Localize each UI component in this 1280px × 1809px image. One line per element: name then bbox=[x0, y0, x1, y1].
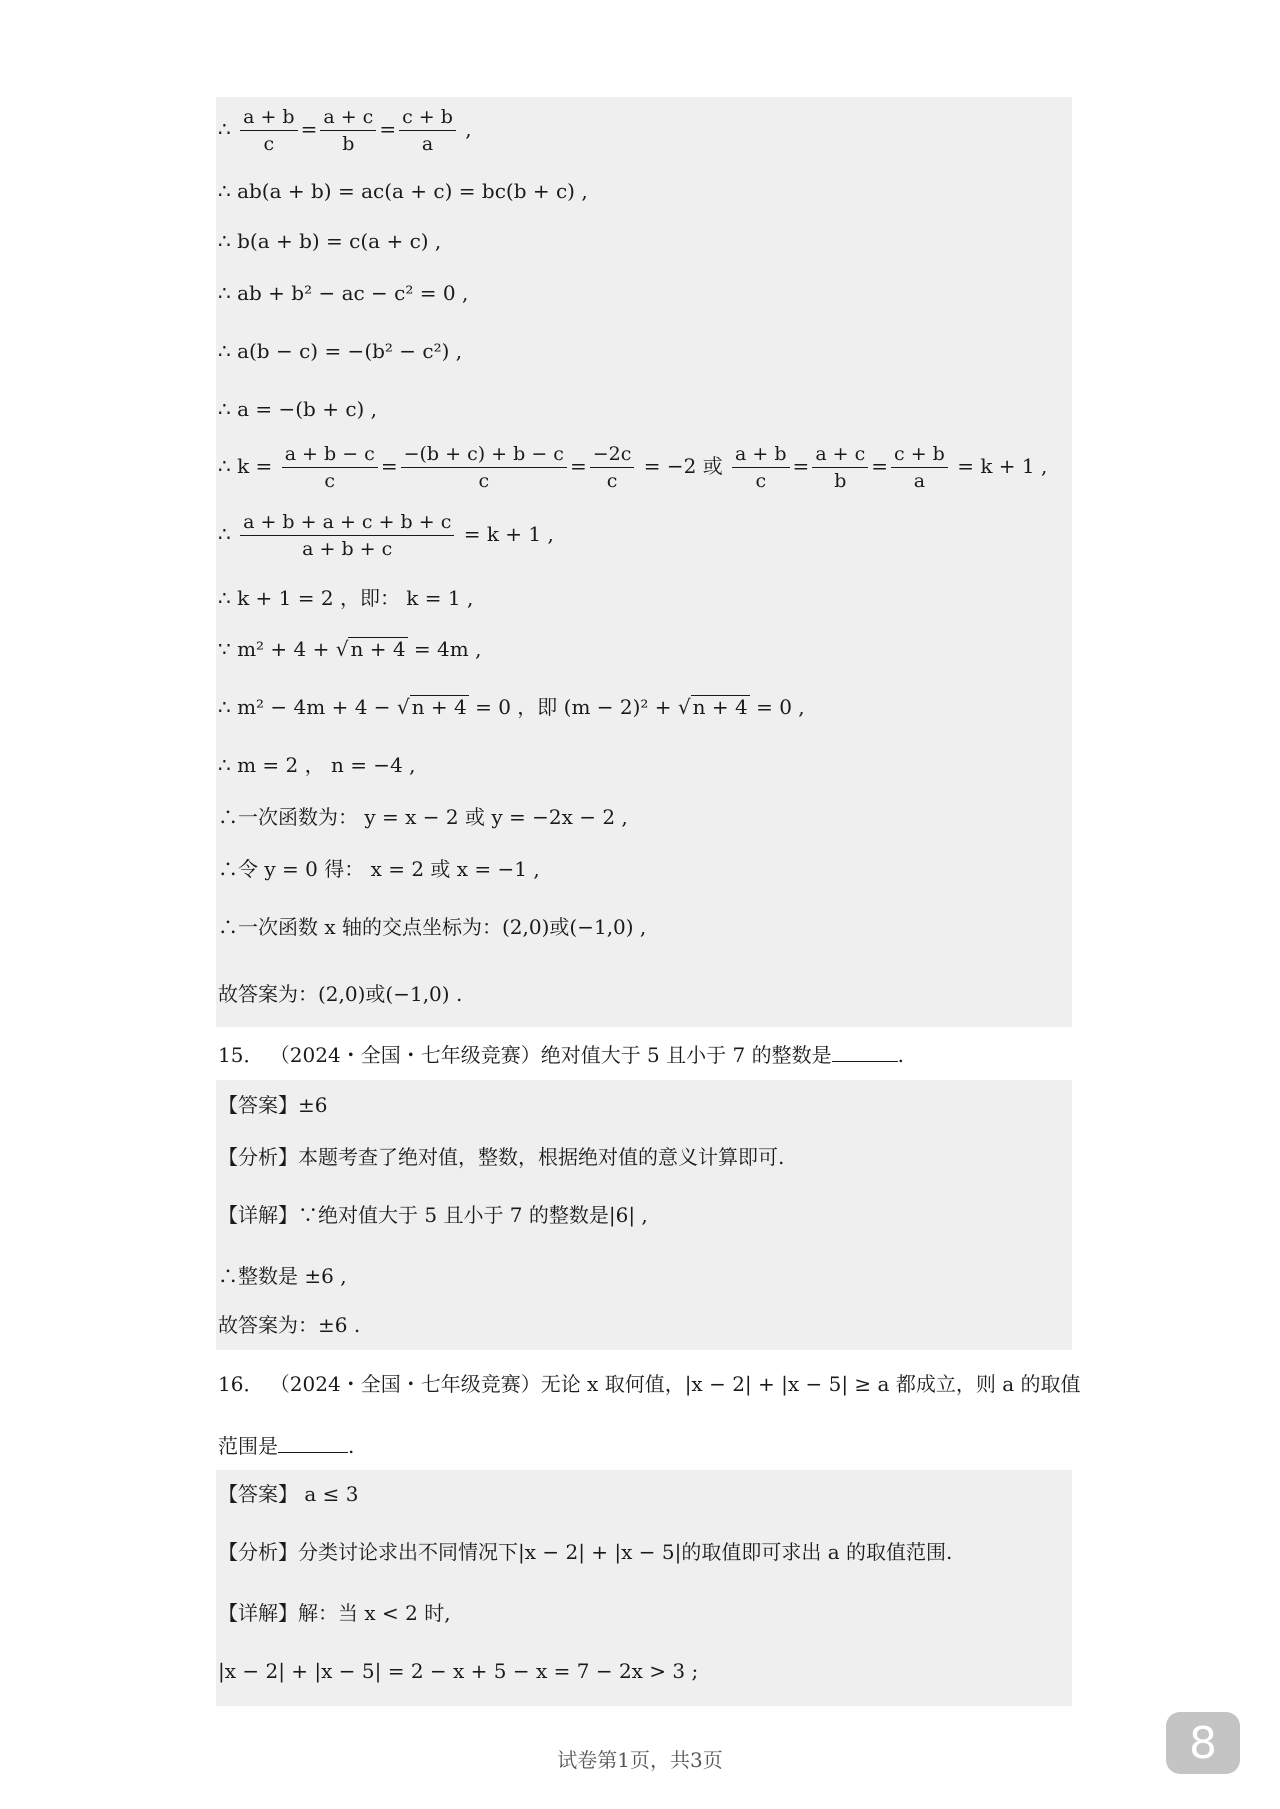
answer-line: 【答案】 a ≤ 3 bbox=[218, 1482, 359, 1506]
question-16-stem: 16． （2024・全国・七年级竞赛）无论 x 取何值，|x − 2| + |x − 5| ≥ a 都成立，则 a 的取值 bbox=[218, 1372, 1081, 1396]
question-15-stem: 15． （2024・全国・七年级竞赛）绝对值大于 5 且小于 7 的整数是 . bbox=[218, 1043, 904, 1067]
fraction: $\frac{-2c}{c}$ bbox=[590, 441, 635, 494]
page-footer: 试卷第1页，共3页 bbox=[557, 1748, 723, 1772]
answer-blank bbox=[832, 1041, 898, 1062]
fraction: $\frac{a + c}{b}$ bbox=[320, 104, 376, 157]
therefore-symbol: ∴ bbox=[218, 117, 238, 141]
radical: n + 4 bbox=[692, 695, 748, 719]
page-number-badge[interactable]: 8 bbox=[1166, 1712, 1240, 1774]
final-answer-line: 故答案为：(2,0)或(−1,0) . bbox=[218, 982, 463, 1006]
solution-line: ∴ m² − 4m + 4 − √ n + 4 = 0 ，即 (m − 2)² + √ n + 4 = 0 , bbox=[218, 695, 805, 719]
fraction: $\frac{c + b}{a}$ bbox=[891, 441, 948, 494]
solution-line: ∵ m² + 4 + √ n + 4 = 4m , bbox=[218, 637, 482, 661]
analysis-line: 【分析】分类讨论求出不同情况下|x − 2| + |x − 5|的取值即可求出 a 的取值范围. bbox=[218, 1540, 953, 1564]
fraction: $\frac{a + b + a + c + b + c}{a + b + c}$ bbox=[240, 509, 454, 562]
fraction: $\frac{-(b + c) + b - c}{c}$ bbox=[401, 441, 567, 494]
analysis-line: 【分析】本题考查了绝对值，整数，根据绝对值的意义计算即可. bbox=[218, 1145, 785, 1169]
radical: n + 4 bbox=[350, 637, 406, 661]
solution-line: ∴ m = 2 ， n = −4 , bbox=[218, 753, 416, 777]
solution-line: |x − 2| + |x − 5| = 2 − x + 5 − x = 7 − 2x > 3 ; bbox=[218, 1659, 699, 1683]
solution-line: ∴ k = $\frac{a + b - c}{c}$ = $\frac{-(b + c) + b - c}{c}$ = $\frac{-2c}{c}$ = −2 或 $\frac{a + b}{c}$ = $\frac{a + c}{b}$ = $\frac{c + b}{a}$ = k + 1 , bbox=[218, 443, 1048, 492]
final-answer-line: 故答案为：±6 . bbox=[218, 1313, 361, 1337]
fraction: $\frac{c + b}{a}$ bbox=[399, 104, 456, 157]
solution-line: ∴ ab(a + b) = ac(a + c) = bc(b + c) , bbox=[218, 179, 588, 203]
solution-line: ∴ k + 1 = 2 ，即： k = 1 , bbox=[218, 586, 474, 610]
solution-line: ∴整数是 ±6 , bbox=[218, 1264, 347, 1288]
solution-line: ∴ a = −(b + c) , bbox=[218, 397, 378, 421]
fraction: $\frac{a + b}{c}$ bbox=[732, 441, 790, 494]
solution-line: ∴ ab + b² − ac − c² = 0 , bbox=[218, 281, 469, 305]
solution-line: ∴ $\frac{a + b + a + c + b + c}{a + b + c}$ = k + 1 , bbox=[218, 511, 554, 560]
solution-line: ∴ a(b − c) = −(b² − c²) , bbox=[218, 339, 463, 363]
solution-line: ∴ b(a + b) = c(a + c) , bbox=[218, 229, 442, 253]
detail-line: 【详解】∵绝对值大于 5 且小于 7 的整数是|6| , bbox=[218, 1203, 648, 1227]
detail-line: 【详解】解：当 x < 2 时, bbox=[218, 1601, 451, 1625]
fraction: $\frac{a + b - c}{c}$ bbox=[282, 441, 378, 494]
answer-blank bbox=[278, 1432, 348, 1453]
solution-line: ∴一次函数为： y = x − 2 或 y = −2x − 2 , bbox=[218, 805, 628, 829]
solution-line: ∴一次函数 x 轴的交点坐标为：(2,0)或(−1,0) , bbox=[218, 915, 647, 939]
solution-line: ∴ $\frac{a + b}{c}$ = $\frac{a + c}{b}$ = $\frac{c + b}{a}$ , bbox=[218, 106, 472, 155]
radical: n + 4 bbox=[411, 695, 467, 719]
fraction: $\frac{a + c}{b}$ bbox=[812, 441, 868, 494]
answer-line: 【答案】±6 bbox=[218, 1093, 328, 1117]
question-16-stem-cont: 范围是 . bbox=[218, 1434, 355, 1458]
fraction: $\frac{a + b}{c}$ bbox=[240, 104, 298, 157]
solution-line: ∴令 y = 0 得： x = 2 或 x = −1 , bbox=[218, 857, 540, 881]
